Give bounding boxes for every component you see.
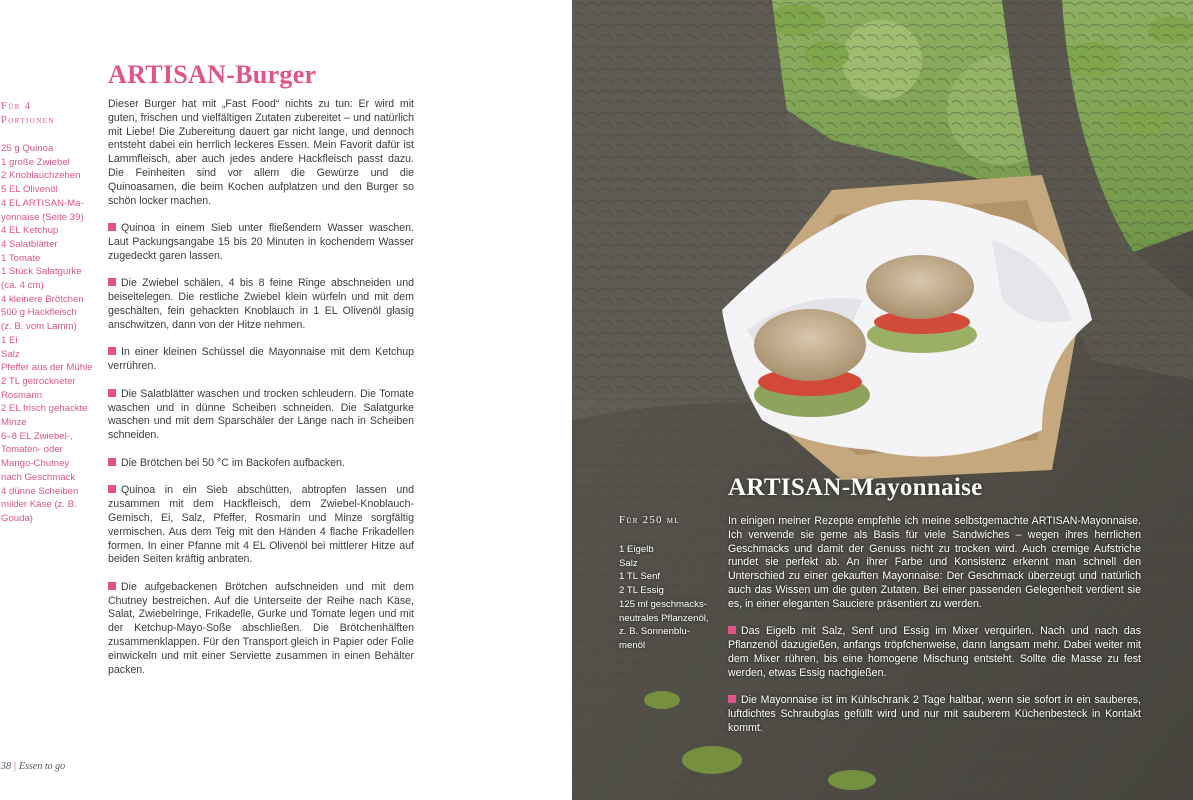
recipe-step: Die aufgebackenen Brötchen aufschneiden und mit dem Chutney bestreichen. Auf die Unterseite der Reihe nach Käse, Salat, Zwiebelringe, Frikadelle, Gurke und Tomate legen und mit der Ketchup-Mayo-Soße abschließen. Die Brötchenhälften zusammenklappen. Für den Transport gleich in Papier oder Folie einwickeln und mit einer Serviette zusammen in einen Behälter packen. <box>108 580 414 676</box>
servings-burger <box>1 100 55 128</box>
servings-line-1: Für 4 <box>1 101 32 112</box>
ingredient-item: 2 TL Essig <box>619 585 664 597</box>
recipe-title-mayonnaise: ARTISAN-Mayonnaise <box>728 474 983 501</box>
servings-line-2: Portionen <box>1 115 55 126</box>
ingredient-item: 1 Ei <box>1 334 18 346</box>
ingredient-item: 1 Eigelb <box>619 544 654 555</box>
ingredient-item: nach Geschmack <box>1 471 76 483</box>
ingredient-item: Salz <box>1 348 20 360</box>
ingredient-item: Gouda) <box>1 512 33 524</box>
left-page <box>0 0 572 800</box>
recipe-body-mayonnaise <box>728 515 1141 750</box>
recipe-step: In einer kleinen Schüssel die Mayonnaise mit dem Ketchup verrühren. <box>108 346 414 373</box>
steps-mayonnaise <box>728 625 1141 735</box>
recipe-step: Quinoa in ein Sieb abschütten, abtropfen lassen und zusammen mit dem Hackfleisch, dem Zwiebel-Knoblauch-Gemisch, Ei, Salz, Pfeffer, Rosmarin und Minze sorgfältig vermischen. Aus dem Teig mit den Händen 4 flache Frikadellen formen. In einer Pfanne mit 4 EL Olivenöl bei mittlerer Hitze auf beiden Seiten kräftig anbraten. <box>108 484 414 566</box>
recipe-step: Quinoa in einem Sieb unter fließendem Wasser waschen. Laut Packungsangabe 15 bis 20 Minuten in kochendem Wasser zugedeckt garen lassen. <box>108 222 414 262</box>
ingredient-item: neutrales Pflanzenöl, <box>619 612 709 624</box>
ingredient-item: 125 ml geschmacks- <box>619 598 707 610</box>
footer-separator: | <box>14 761 17 772</box>
section-name: Essen to go <box>19 761 66 772</box>
ingredient-item: 4 dünne Scheiben <box>1 485 79 497</box>
ingredient-item: 4 EL ARTISAN-Ma- <box>1 197 84 209</box>
ingredient-item: 25 g Quinoa <box>1 143 54 154</box>
ingredient-item: 2 EL frisch gehackte <box>1 403 88 415</box>
steps-burger <box>108 222 414 677</box>
recipe-step: Die Brötchen bei 50 °C im Backofen aufbacken. <box>108 457 414 471</box>
ingredient-item: 2 TL getrockneter <box>1 375 76 387</box>
ingredient-item: (ca. 4 cm) <box>1 280 44 292</box>
ingredient-item: menöl <box>619 639 646 651</box>
recipe-step: Das Eigelb mit Salz, Senf und Essig im Mixer verquirlen. Nach und nach das Pflanzenöl dazugießen, anfangs tröpfchenweise, dann langsam mehr. Dabei weiter mit dem Mixer rühren, bis eine homogene Mischung entsteht. Sollte die Masse zu fest werden, etwas Essig nachgießen. <box>728 625 1141 679</box>
ingredient-item: 2 Knoblauchzehen <box>1 170 81 182</box>
recipe-intro-mayonnaise: In einigen meiner Rezepte empfehle ich meine selbstgemachte ARTISAN-Mayonnaise. Ich verwende sie gerne als Basis für viele Sandwiches – wegen ihres herrlichen Geschmacks und damit der Genuss nicht zu trocken wird. Auch cremige Aufstriche rundet sie perfekt ab. An ihrer Farbe und Konsistenz erkennt man schnell den Unterschied zu einer gekauften Mayonnaise: Der Geschmack überzeugt und natürlich auch das Wissen um die guten Zutaten. Bei einer passenden Gelegenheit verdient sie es, in einer eleganten Sauciere präsentiert zu werden. <box>728 515 1141 610</box>
ingredient-item: 4 EL Ketchup <box>1 225 59 237</box>
recipe-title-burger: ARTISAN-Burger <box>108 60 317 89</box>
ingredient-item: Pfeffer aus der Mühle <box>1 362 93 374</box>
ingredient-item: 1 TL Senf <box>619 571 661 583</box>
ingredient-item: 4 kleinere Brötchen <box>1 293 84 305</box>
ingredient-item: 1 große Zwiebel <box>1 156 70 168</box>
ingredient-item: Minze <box>1 417 27 429</box>
ingredient-item: 1 Tomate <box>1 252 41 264</box>
ingredient-item: milder Käse (z. B. <box>1 499 77 511</box>
ingredient-item: 500 g Hackfleisch <box>1 307 77 319</box>
ingredient-item: 1 Stück Salatgurke <box>1 266 82 278</box>
servings-mayonnaise: Für 250 ml <box>619 515 681 526</box>
page-footer <box>1 761 65 772</box>
page-number: 38 <box>1 761 11 772</box>
ingredient-item: 6–8 EL Zwiebel-, <box>1 430 73 442</box>
ingredients-list-burger <box>1 142 97 526</box>
ingredient-item: 5 EL Olivenöl <box>1 184 58 196</box>
ingredient-item: Mango-Chutney <box>1 458 70 470</box>
recipe-intro-burger: Dieser Burger hat mit „Fast Food“ nichts zu tun: Er wird mit guten, frischen und vielfältigen Zutaten zubereitet – und natürlich mit Liebe! Die Zubereitung dauert gar nicht lange, und dennoch entsteht dabei ein herrlich leckeres Essen. Mein Favorit dafür ist Lammfleisch, aber auch jedes andere Hackfleisch passt dazu. Die Feinheiten sind vor allem die Gewürze und die Quinoasamen, die beim Kochen aufplatzen und den Burger so schön locker machen. <box>108 98 414 207</box>
ingredient-item: z. B. Sonnenblu- <box>619 626 690 638</box>
ingredient-item: yonnaise (Seite 39) <box>1 211 84 223</box>
ingredient-item: Rosmarin <box>1 389 43 401</box>
ingredient-item: (z. B. vom Lamm) <box>1 321 77 333</box>
recipe-step: Die Mayonnaise ist im Kühlschrank 2 Tage haltbar, wenn sie sofort in ein sauberes, luftdichtes Schraubglas gefüllt wird und nur mit sauberem Küchenbesteck in Kontakt kommt. <box>728 694 1141 734</box>
ingredient-item: Tomaten- oder <box>1 444 63 456</box>
ingredients-list-mayonnaise <box>619 543 719 653</box>
ingredient-item: 4 Salatblätter <box>1 238 58 250</box>
ingredient-item: Salz <box>619 557 638 569</box>
recipe-step: Die Zwiebel schälen, 4 bis 8 feine Ringe abschneiden und beiseitelegen. Die restliche Zwiebel klein würfeln und mit dem geschälten, fein gehackten Knoblauch in 1 EL Olivenöl glasig anschwitzen, dann von der Hitze nehmen. <box>108 277 414 331</box>
recipe-body-burger <box>108 98 414 691</box>
recipe-step: Die Salatblätter waschen und trocken schleudern. Die Tomate waschen und in dünne Scheiben schneiden. Die Salatgurke waschen und mit dem Sparschäler der Länge nach in Scheiben schneiden. <box>108 387 414 442</box>
